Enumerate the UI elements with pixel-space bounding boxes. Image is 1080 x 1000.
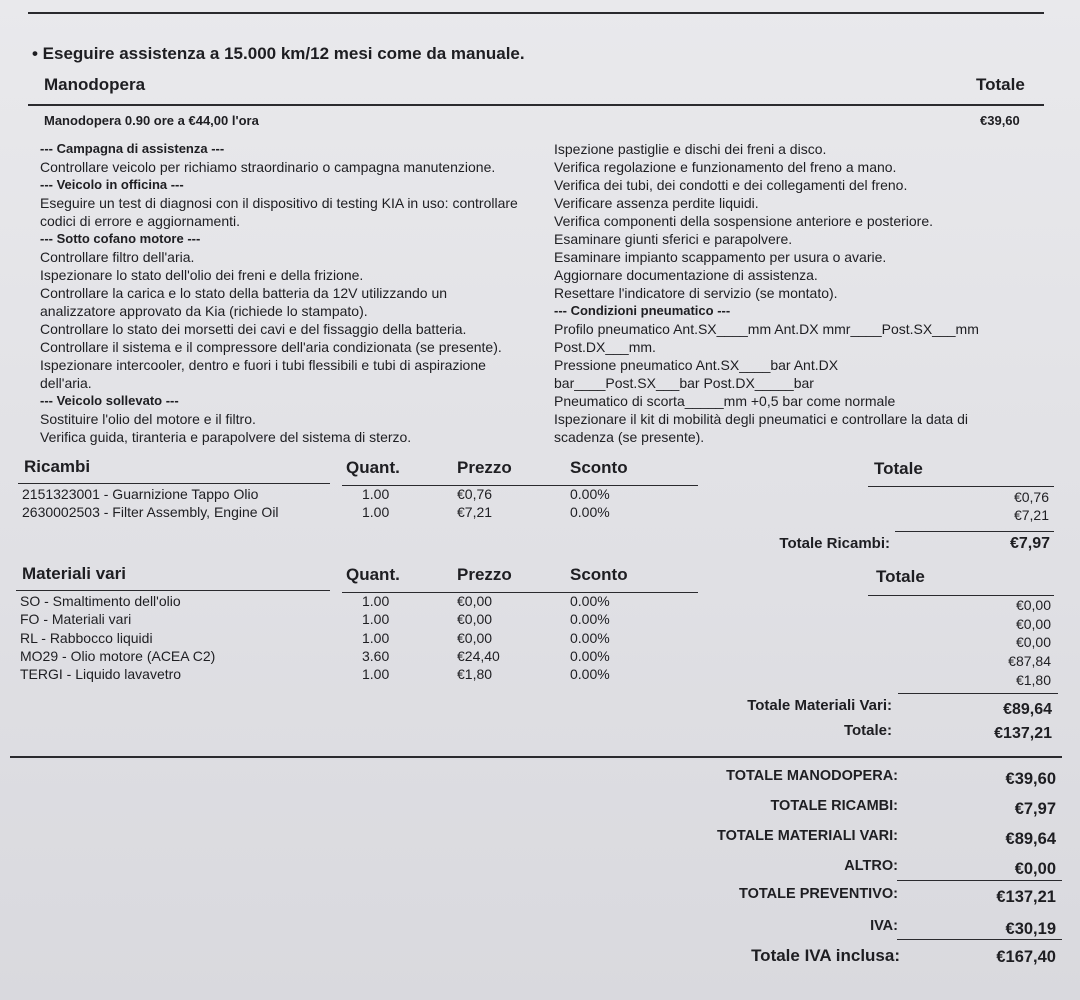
material-discount: 0.00% [570,647,610,664]
instruction-line: Sostituire l'olio del motore e il filtro. [40,411,256,427]
labor-divider [28,104,1044,106]
instruction-line: Post.DX___mm. [554,339,656,355]
parts-subtotal-value: €7,97 [1009,535,1050,552]
material-qty: 1.00 [362,666,390,683]
part-total: €0,76 [1013,489,1049,505]
instruction-line: Controllare filtro dell'aria. [40,249,195,265]
table-row [22,504,279,520]
labor-total-header: Totale [976,75,1025,94]
part-discount: 0.00% [570,486,610,502]
summary-value: €39,60 [1005,770,1056,788]
material-total: €0,00 [1015,634,1051,650]
instruction-line: bar____Post.SX___bar Post.DX_____bar [554,375,814,391]
materials-divider-left [16,590,330,591]
material-desc: RL - Rabbocco liquidi [20,629,153,646]
part-qty: 1.00 [362,504,390,520]
instruction-line: Ispezionare il kit di mobilità degli pneumatici e controllare la data di [554,411,968,427]
part-desc: 2151323001 - Guarnizione Tappo Olio [22,486,259,502]
part-discount: 0.00% [570,504,610,520]
instruction-line: Verifica dei tubi, dei condotti e dei collegamenti del freno. [554,177,908,193]
instruction-line: Resettare l'indicatore di servizio (se montato). [554,285,838,301]
material-qty: 1.00 [362,593,390,609]
material-total: €0,00 [1015,597,1051,613]
instruction-line: Ispezionare lo stato dell'olio dei freni e della frizione. [40,267,364,283]
materials-total-label: Totale: [843,722,892,739]
material-desc: TERGI - Liquido lavavetro [20,666,182,683]
summary-divider [10,756,1062,758]
summary-value: €7,97 [1014,800,1056,818]
instruction-heading: --- Condizioni pneumatico --- [554,303,731,318]
instruction-line: Aggiornare documentazione di assistenza. [554,267,818,283]
summary-value: €167,40 [996,948,1056,966]
parts-divider-mid [342,485,698,486]
parts-price-header: Prezzo [457,458,512,477]
material-total: €1,80 [1015,672,1051,688]
part-qty: 1.00 [362,486,390,502]
materials-header: Materiali vari [22,564,126,583]
instruction-line: Pressione pneumatico Ant.SX____bar Ant.DX [554,357,839,373]
instruction-heading: --- Campagna di assistenza --- [40,141,225,156]
summary-label: Totale IVA inclusa: [751,946,900,965]
material-desc: FO - Materiali vari [20,611,132,628]
material-qty: 1.00 [362,629,390,646]
material-discount: 0.00% [570,611,610,628]
labor-line: Manodopera 0.90 ore a €44,00 l'ora [44,113,259,128]
material-discount: 0.00% [570,593,610,609]
materials-divider-mid [342,592,698,593]
materials-subtotal-label: Totale Materiali Vari: [747,697,892,714]
instruction-line: Esaminare impianto scappamento per usura o avarie. [554,249,887,265]
instruction-line: Controllare il sistema e il compressore dell'aria condizionata (se presente). [40,339,502,355]
material-price: €0,00 [457,611,493,628]
instruction-heading: --- Veicolo in officina --- [40,177,184,192]
instruction-line: Verifica guida, tiranteria e parapolvere del sistema di sterzo. [40,429,412,445]
materials-total-value: €137,21 [994,725,1052,742]
top-divider [28,12,1044,14]
parts-subtotal-divider [895,531,1054,532]
materials-price-header: Prezzo [457,565,512,584]
materials-divider-right [868,595,1054,596]
labor-header: Manodopera [44,75,146,94]
instruction-line: scadenza (se presente). [554,429,705,445]
summary-divider-line [897,939,1062,940]
material-total: €87,84 [1008,653,1051,669]
parts-subtotal-label: Totale Ricambi: [779,535,890,552]
labor-instructions-right [554,140,1044,446]
summary-divider-line [897,880,1062,881]
instruction-line: Eseguire un test di diagnosi con il dispositivo di testing KIA in uso: controllare [40,195,518,211]
material-qty: 3.60 [362,647,390,664]
material-desc: MO29 - Olio motore (ACEA C2) [20,647,216,664]
materials-subtotal-divider [898,693,1058,694]
summary-label: TOTALE PREVENTIVO: [739,886,898,902]
instruction-line: Controllare lo stato dei morsetti dei cavi e del fissaggio della batteria. [40,321,467,337]
summary-value: €30,19 [1005,920,1056,938]
instruction-line: Ispezionare intercooler, dentro e fuori i tubi flessibili e tubi di aspirazione [40,357,486,373]
part-total: €7,21 [1013,507,1049,523]
instruction-line: Pneumatico di scorta_____mm +0,5 bar come normale [554,393,896,409]
parts-discount-header: Sconto [570,458,628,477]
materials-total-header: Totale [876,567,925,586]
materials-subtotal-value: €89,64 [1003,701,1052,718]
labor-instructions-left [40,140,545,446]
instruction-line: Esaminare giunti sferici e parapolvere. [554,231,793,247]
material-price: €1,80 [457,666,493,683]
part-price: €0,76 [457,486,493,502]
instruction-line: Ispezione pastiglie e dischi dei freni a disco. [554,141,827,157]
summary-label: TOTALE MATERIALI VARI: [717,828,898,844]
materials-discount-header: Sconto [570,565,628,584]
summary-label: TOTALE RICAMBI: [770,798,898,814]
instruction-line: analizzatore approvato da Kia (richiede lo stampato). [40,303,368,319]
material-price: €0,00 [457,629,493,646]
summary-value: €89,64 [1005,830,1056,848]
instruction-line: Verifica componenti della sospensione anteriore e posteriore. [554,213,934,229]
parts-qty-header: Quant. [346,458,400,477]
parts-header: Ricambi [24,457,91,476]
material-qty: 1.00 [362,611,390,628]
instruction-heading: --- Veicolo sollevato --- [40,393,179,408]
instruction-line: Verificare assenza perdite liquidi. [554,195,759,211]
labor-line-total: €39,60 [980,113,1020,128]
material-price: €24,40 [457,647,500,664]
instruction-line: Controllare la carica e lo stato della batteria da 12V utilizzando un [40,285,448,301]
summary-label: IVA: [870,918,898,934]
material-price: €0,00 [457,593,493,609]
instruction-line: Verifica regolazione e funzionamento del freno a mano. [554,159,897,175]
summary-value: €0,00 [1014,860,1056,878]
service-title: • Eseguire assistenza a 15.000 km/12 mesi come da manuale. [32,44,525,63]
material-desc: SO - Smaltimento dell'olio [20,593,181,609]
table-row [22,486,258,502]
material-total: €0,00 [1015,616,1051,632]
instruction-line: Profilo pneumatico Ant.SX____mm Ant.DX mmr____Post.SX___mm [554,321,979,337]
part-price: €7,21 [457,504,493,520]
material-discount: 0.00% [570,666,610,683]
summary-label: ALTRO: [844,858,898,874]
parts-total-header: Totale [874,459,923,478]
instruction-line: Controllare veicolo per richiamo straordinario o campagna manutenzione. [40,159,496,175]
instruction-heading: --- Sotto cofano motore --- [40,231,201,246]
material-discount: 0.00% [570,629,610,646]
summary-value: €137,21 [996,888,1056,906]
instruction-line: codici di errore e aggiornamenti. [40,213,240,229]
parts-divider-right [868,486,1054,487]
materials-qty-header: Quant. [346,565,400,584]
instruction-line: dell'aria. [40,375,92,391]
part-desc: 2630002503 - Filter Assembly, Engine Oil [22,504,279,520]
summary-label: TOTALE MANODOPERA: [726,768,898,784]
parts-divider-left [18,483,330,484]
